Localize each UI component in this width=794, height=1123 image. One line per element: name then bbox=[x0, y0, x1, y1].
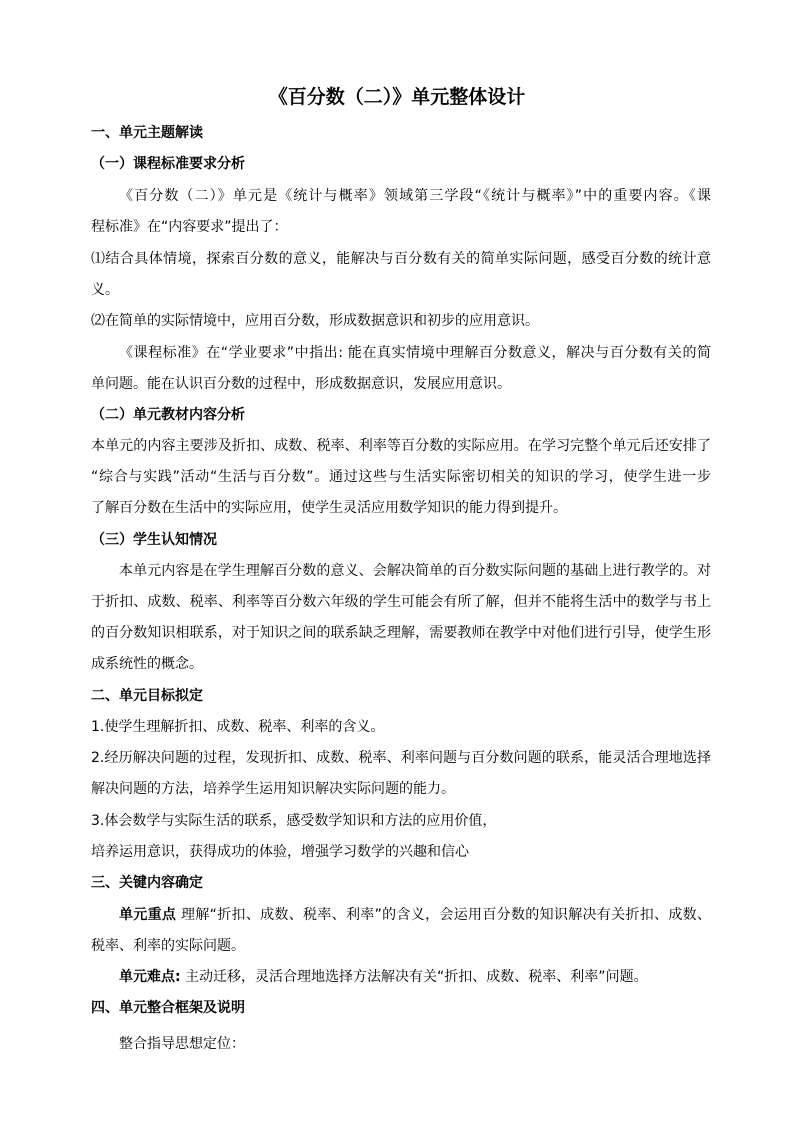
paragraph-line: 的百分数知识相联系，对于知识之间的联系缺乏理解，需要教师在教学中对他们进行引导，使学生形 bbox=[91, 625, 711, 641]
subsection-heading-3: （三）学生认知情况 bbox=[91, 532, 217, 548]
paragraph-line: “综合与实践”活动“生活与百分数”。通过这些与生活实际密切相关的知识的学习，使学生进一步 bbox=[91, 469, 711, 485]
section-heading-3: 三、关键内容确定 bbox=[91, 875, 203, 891]
document-title: 《百分数（二）》单元整体设计 bbox=[268, 86, 526, 108]
list-item-line: ⑴结合具体情境，探索百分数的意义，能解决与百分数有关的简单实际问题，感受百分数的统计意 bbox=[91, 251, 711, 267]
goal-item: 3.体会数学与实际生活的联系，感受数学知识和方法的应用价值， bbox=[91, 813, 497, 829]
key-point-text: 理解“折扣、成数、税率、利率”的含义，会运用百分数的知识解决有关折扣、成数、 bbox=[176, 907, 711, 923]
paragraph-line: 《课程标准》在“学业要求”中指出: 能在真实情境中理解百分数意义，解决与百分数有关的简 bbox=[119, 345, 711, 361]
goal-item: 2.经历解决问题的过程，发现折扣、成数、税率、利率问题与百分数问题的联系，能灵活合理地选择 bbox=[91, 750, 711, 766]
paragraph-line: 成系统性的概念。 bbox=[91, 656, 203, 672]
paragraph-line: 《百分数（二）》单元是《统计与概率》领域第三学段“《统计与概率》”中的重要内容。《课 bbox=[119, 188, 711, 204]
key-point-line bbox=[119, 905, 711, 925]
list-item-line: ⑵在简单的实际情境中，应用百分数，形成数据意识和初步的应用意识。 bbox=[91, 313, 539, 329]
paragraph-line: 本单元内容是在学生理解百分数的意义、会解决简单的百分数实际问题的基础上进行教学的。对 bbox=[119, 563, 711, 579]
subsection-heading-2: （二）单元教材内容分析 bbox=[91, 407, 245, 423]
section-heading-4: 四、单元整合框架及说明 bbox=[91, 1000, 245, 1016]
paragraph-line: 本单元的内容主要涉及折扣、成数、税率、利率等百分数的实际应用。在学习完整个单元后还安排了 bbox=[91, 438, 711, 454]
paragraph-line: 整合指导思想定位： bbox=[119, 1036, 245, 1052]
paragraph-line: 程标准》在“内容要求”提出了： bbox=[91, 219, 288, 235]
section-heading-1: 一、单元主题解读 bbox=[91, 125, 203, 141]
paragraph-line: 单问题。能在认识百分数的过程中，形成数据意识，发展应用意识。 bbox=[91, 376, 511, 392]
difficulty-text: 主动迁移，灵活合理地选择方法解决有关“折扣、成数、税率、利率”问题。 bbox=[180, 969, 648, 985]
difficulty-line bbox=[119, 967, 711, 987]
goal-item: 培养运用意识，获得成功的体验，增强学习数学的兴趣和信心 bbox=[91, 844, 469, 860]
key-point-line: 税率、利率的实际问题。 bbox=[91, 938, 245, 954]
goal-item: 1.使学生理解折扣、成数、税率、利率的含义。 bbox=[91, 719, 385, 735]
difficulty-label: 单元难点: bbox=[119, 969, 181, 985]
paragraph-line: 于折扣、成数、税率、利率等百分数六年级的学生可能会有所了解，但并不能将生活中的数学与书上 bbox=[91, 594, 711, 610]
list-item-line: 义。 bbox=[91, 282, 119, 298]
key-point-label: 单元重点 bbox=[119, 907, 177, 923]
subsection-heading-1: （一）课程标准要求分析 bbox=[91, 156, 245, 172]
goal-item: 解决问题的方法，培养学生运用知识解决实际问题的能力。 bbox=[91, 781, 455, 797]
section-heading-2: 二、单元目标拟定 bbox=[91, 688, 203, 704]
paragraph-line: 了解百分数在生活中的实际应用，使学生灵活应用数学知识的能力得到提升。 bbox=[91, 500, 567, 516]
